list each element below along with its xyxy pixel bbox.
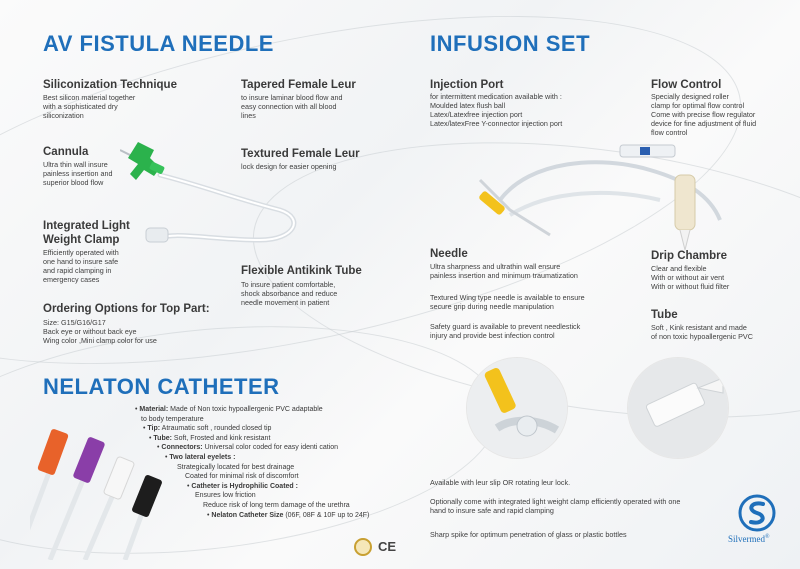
- ordering-heading: Ordering Options for Top Part:: [43, 303, 210, 315]
- tube-heading: Tube: [651, 309, 678, 321]
- needle-heading: Needle: [430, 248, 468, 260]
- injection-heading: Injection Port: [430, 79, 504, 91]
- drip-heading: Drip Chambre: [651, 250, 728, 262]
- antikink-heading: Flexible Antikink Tube: [241, 265, 362, 277]
- quality-seal-icon: [354, 538, 372, 556]
- infusion-set-illustration: [470, 140, 740, 260]
- tapered-text: to insure laminar blood flow and easy connection with all blood lines: [241, 93, 343, 120]
- antikink-text: To insure patient comfortable, shock absorbance and reduce needle movement in patient: [241, 280, 338, 307]
- ordering-text: Size: G15/G16/G17 Back eye or without back eye Wing color ,Mini clamp color for use: [43, 318, 157, 345]
- cannula-heading: Cannula: [43, 146, 89, 158]
- luer-connector-photo: [467, 358, 567, 458]
- injection-text: for intermittent medication available with : Moulded latex flush ball Latex/Latexfree injection port Latex/latexFree Y-connector injection port: [430, 92, 563, 128]
- tapered-heading: Tapered Female Leur: [241, 79, 356, 91]
- flow-heading: Flow Control: [651, 79, 722, 91]
- av-needle-illustration: [120, 130, 320, 270]
- siliconization-heading: Siliconization Technique: [43, 79, 177, 91]
- tube-text: Soft , Kink resistant and made of non toxic hypoallergenic PVC: [651, 323, 753, 341]
- textured-heading: Textured Female Leur: [241, 148, 360, 160]
- flow-text: Specially designed roller clamp for optimal flow control Come with precise flow regulator device for fine adjustment of fluid flow control: [651, 92, 757, 137]
- infusion-bottom-2: Optionally come with integrated light weight clamp efficiently operated with one hand to insure safe and rapid clamping: [430, 497, 681, 515]
- needle-wing-text: Textured Wing type needle is available to ensure secure grip during needle manipulation: [430, 293, 585, 311]
- siliconization-text: Best silicon material together with a sophisticated dry siliconization: [43, 93, 136, 120]
- nelaton-title: NELATON CATHETER: [43, 374, 280, 399]
- nelaton-features: • Material: Made of Non toxic hypoallergenic PVC adaptable to body temperature • Tip: Atraumatic soft , rounded closed tip • Tube: Soft, Frosted and kink resistant • Connectors: Universal color coded for easy identi cation • Two lateral eyelets : Strategically located for best drainage Coated for minimal risk of discomfort • Catheter is Hydrophilic Coated : Ensures low friction Reduce risk of long term damage of the urethra • Nelaton Catheter Size (06F, 08F & 10F up to 24F): [135, 406, 370, 519]
- drip-text: Clear and flexible With or without air vent With or without fluid filter: [651, 264, 730, 291]
- cannula-text: Ultra thin wall insure painless insertion and superior blood flow: [43, 160, 113, 187]
- infusion-title: INFUSION SET: [430, 31, 591, 56]
- ce-mark: CE: [378, 539, 397, 554]
- brand-name: Silvermed®: [728, 534, 770, 544]
- spike-photo: [628, 358, 728, 458]
- av-fistula-title: AV FISTULA NEEDLE: [43, 31, 274, 56]
- infusion-bottom-3: Sharp spike for optimum penetration of glass or plastic bottles: [430, 530, 627, 539]
- needle-safety-text: Safety guard is available to prevent needlestick injury and provide best infection control: [430, 322, 581, 340]
- clamp-heading: Integrated Light Weight Clamp: [43, 220, 130, 246]
- infusion-bottom-1: Available with leur slip OR rotating leur lock.: [430, 478, 571, 487]
- silvermed-logo-icon: [737, 493, 777, 533]
- clamp-text: Efficiently operated with one hand to insure safe and rapid clamping in emergency cases: [43, 248, 119, 284]
- textured-text: lock design for easier opening: [241, 162, 337, 171]
- needle-text: Ultra sharpness and ultrathin wall ensure painless insertion and minimum traumatization: [430, 262, 578, 280]
